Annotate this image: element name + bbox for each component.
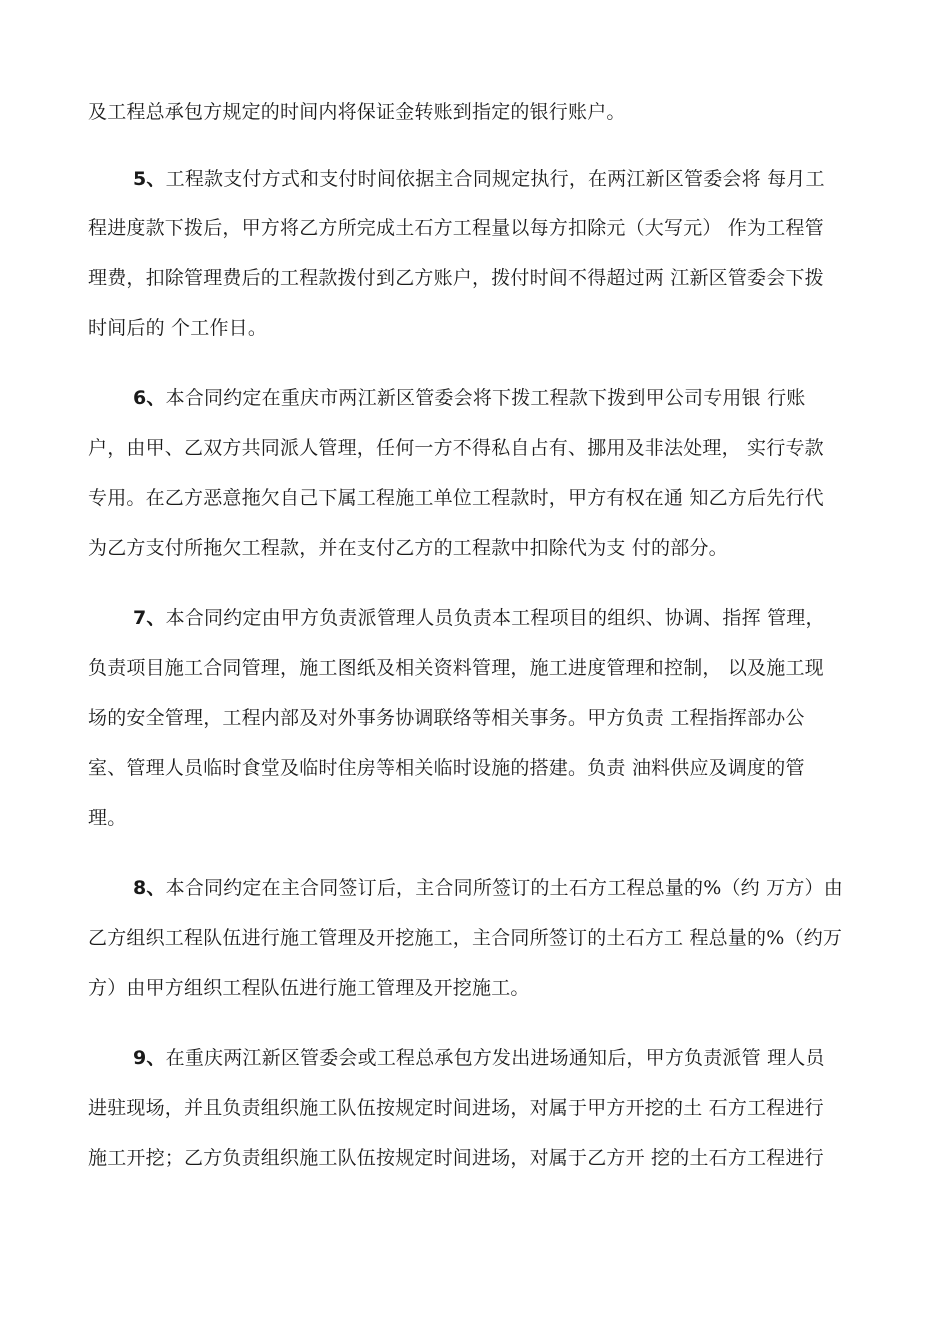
text-line: 专用。在乙方恶意拖欠自己下属工程施工单位工程款时，甲方有权在通 知乙方后先行代	[88, 487, 824, 509]
paragraph-number: 9、	[133, 1047, 166, 1069]
text-line: 及工程总承包方规定的时间内将保证金转账到指定的银行账户。	[88, 101, 626, 123]
text-line: 为乙方支付所拖欠工程款，并在支付乙方的工程款中扣除代为支 付的部分。	[88, 537, 728, 559]
text-line: 乙方组织工程队伍进行施工管理及开挖施工，主合同所签订的土石方工 程总量的%（约万	[88, 927, 843, 949]
paragraph-7-first-line: 7、本合同约定由甲方负责派管理人员负责本工程项目的组织、协调、指挥 管理，	[133, 607, 825, 629]
text-line: 时间后的 个工作日。	[88, 317, 268, 339]
paragraph-number: 8、	[133, 877, 166, 899]
text-line: 负责项目施工合同管理，施工图纸及相关资料管理，施工进度管理和控制， 以及施工现	[88, 657, 824, 679]
paragraph-number: 6、	[133, 387, 166, 409]
text-line: 场的安全管理，工程内部及对外事务协调联络等相关事务。甲方负责 工程指挥部办公	[88, 707, 805, 729]
text-line: 室、管理人员临时食堂及临时住房等相关临时设施的搭建。负责 油料供应及调度的管	[88, 757, 805, 779]
paragraph-number: 7、	[133, 607, 166, 629]
text-line: 施工开挖；乙方负责组织施工队伍按规定时间进场，对属于乙方开 挖的土石方工程进行	[88, 1147, 824, 1169]
paragraph-8-first-line: 8、本合同约定在主合同签订后，主合同所签订的土石方工程总量的%（约 万方）由	[133, 877, 843, 899]
text-line: 进驻现场，并且负责组织施工队伍按规定时间进场，对属于甲方开挖的土 石方工程进行	[88, 1097, 824, 1119]
paragraph-number: 5、	[133, 168, 166, 190]
paragraph-5-first-line: 5、工程款支付方式和支付时间依据主合同规定执行，在两江新区管委会将 每月工	[133, 168, 825, 190]
paragraph-9-first-line: 9、在重庆两江新区管委会或工程总承包方发出进场通知后，甲方负责派管 理人员	[133, 1047, 825, 1069]
text-line: 程进度款下拨后，甲方将乙方所完成土石方工程量以每方扣除元（大写元） 作为工程管	[88, 217, 824, 239]
text-line: 理费，扣除管理费后的工程款拨付到乙方账户，拨付时间不得超过两 江新区管委会下拨	[88, 267, 824, 289]
paragraph-6-first-line: 6、本合同约定在重庆市两江新区管委会将下拨工程款下拨到甲公司专用银 行账	[133, 387, 806, 409]
text-line: 理。	[88, 807, 127, 829]
text-line: 方）由甲方组织工程队伍进行施工管理及开挖施工。	[88, 977, 530, 999]
text-line: 户，由甲、乙双方共同派人管理，任何一方不得私自占有、挪用及非法处理， 实行专款	[88, 437, 824, 459]
